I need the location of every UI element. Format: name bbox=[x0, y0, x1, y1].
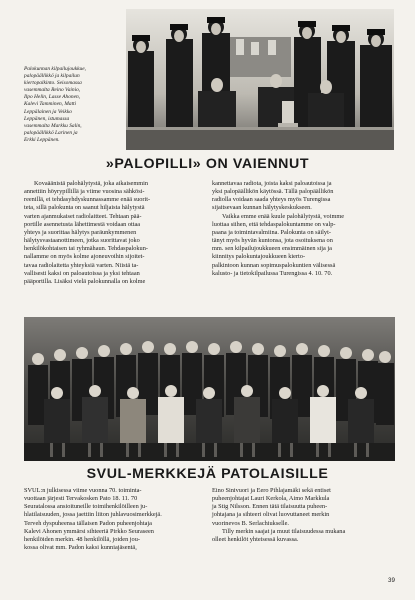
article-column bbox=[212, 487, 394, 544]
text-line: Eino Sinivuori ja Eero Pihlajamäki sekä entiset bbox=[212, 487, 331, 494]
text-line: mm. sen kilpailujoukkueen ensimmäinen sija ja bbox=[212, 245, 332, 253]
text-line: kiinnitys palokuntajoukkueen kierto- bbox=[212, 253, 306, 261]
caption-line: palopäällikkö ja kilpailun bbox=[24, 73, 80, 80]
text-line: portille asennetusta lähettimestä voidaan ottaa bbox=[24, 220, 141, 228]
article-column bbox=[212, 180, 394, 278]
text-line: Terveh dyspuheensa tällaisen Padon puheenjohtaja bbox=[24, 519, 152, 527]
text-line: henkilöiden merkin. 48 henkilöllä, joiden jou- bbox=[24, 535, 140, 543]
text-line: vuottaan järjesti Tervakosken Pato 18. 11. 70 bbox=[24, 495, 138, 503]
caption-line: Palokunnan kilpailujoukkue, bbox=[24, 66, 86, 72]
text-line: yhteys ja suorittaa hälytys paräunkymmenen bbox=[24, 228, 137, 236]
article-headline: SVUL-MERKKEJÄ PATOLAISILLE bbox=[86, 466, 329, 482]
text-line: Kalevi Ahonen ymmärsi sihteeriä Pirkko Seuraseen bbox=[24, 527, 154, 535]
text-line: yksi palopäällikön käytössä. Tällä palopäällikön bbox=[212, 188, 334, 196]
caption-line: Leppänen, istumassa bbox=[24, 115, 70, 122]
caption-line: kiertopalkinto. Seisomassa bbox=[24, 80, 82, 87]
text-line: teta, sillä palokunta on saanut hiljaista hälytystä bbox=[24, 204, 145, 212]
fire-brigade-team-photo bbox=[126, 9, 394, 150]
text-line: SVUL:n julkisessa viime vuonna 70. toiminta- bbox=[24, 487, 142, 494]
text-line: nallamme on myös kolme ajoneuvoihin sijoitet- bbox=[24, 253, 145, 261]
text-line: tänyt myös hyvän kuntonsa, jota osoituksena on bbox=[212, 237, 333, 245]
text-line: kalusto- ja tietokilpailussa Turengissa 4. 10. 70. bbox=[212, 269, 333, 277]
text-line: hälytysvastaanottimeen, jotka suorittavat joko bbox=[24, 237, 140, 245]
text-line: Kovaäänistä palohälytystä, joka aikaisemmin bbox=[34, 180, 149, 187]
caption-line: Erkki Leppänen. bbox=[24, 136, 60, 143]
text-line: reenillä, ei tehdasyhdyskunnassamme enää suorit- bbox=[24, 196, 151, 204]
article-column bbox=[24, 180, 200, 286]
text-line: vallisesti kaksi on paloautoissa ja yksi tehtaan bbox=[24, 269, 140, 277]
text-line: kannettavaa radiota, joista kaksi paloautoissa ja bbox=[212, 180, 332, 187]
text-line: kossa olivat mm. Padon kaksi kunniajäsentä, bbox=[24, 544, 137, 552]
caption-line: Leppälainen ja Veikko bbox=[24, 108, 72, 115]
photo-caption bbox=[24, 66, 126, 144]
text-line: sijaitsevaan kunnan hälytyskeskukseen. bbox=[212, 204, 312, 212]
svul-group-photo bbox=[24, 317, 395, 461]
caption-line: palopäällikkö Larinen ja bbox=[24, 129, 78, 136]
text-line: Seuratalossa ansioituneille toimihenkilöilleen ju- bbox=[24, 503, 148, 511]
text-line: johtajana ja sihteeri olivat luovuttaneet merkin bbox=[212, 511, 330, 519]
caption-line: Kalevi Tamminen, Matti bbox=[24, 101, 77, 108]
text-line: palkintoon kunnan sopimuspalokuntien välisessä bbox=[212, 261, 336, 269]
text-line: Vaikka emme enää kuule palohälytystä, voimme bbox=[222, 212, 345, 220]
article-headline: »PALOPILLI» ON VAIENNUT bbox=[105, 156, 310, 172]
text-line: varten ajanmukaiset radiolaitteet. Tehtaan pää- bbox=[24, 212, 142, 220]
text-line: henkilökohtaisen tai ryhmähaun. Tehdaspalokun- bbox=[24, 245, 148, 253]
text-line: radiolla voidaan saada yhteys myös Turengissa bbox=[212, 196, 331, 204]
page-number: 39 bbox=[388, 577, 395, 584]
caption-line: Ilpo Helin, Lasse Ahonen, bbox=[24, 94, 81, 101]
text-line: paana ja toimintavalmiina. Palokunta on säilyt- bbox=[212, 228, 331, 236]
caption-line: vasemmalta Markku Salin, bbox=[24, 122, 82, 129]
text-line: Tilly merkin saajat ja muut tilaisuudessa mukana bbox=[222, 527, 346, 535]
text-line: ja Stig Nilsson. Ennen tätä tilaisuutta puheen- bbox=[212, 503, 328, 511]
text-line: luottaa siihen, että tehdaspalokuntamme on valp- bbox=[212, 220, 336, 228]
text-line: annettiin höyrypillillä ja viime vuosina sähkösi- bbox=[24, 188, 145, 196]
text-line: tavaa radiolaitetta yhteyksiä varten. Niistä ta- bbox=[24, 261, 139, 269]
text-line: puheenjohtajat Lauri Kerkola, Aimo Markkula bbox=[212, 495, 330, 503]
article-column bbox=[24, 487, 200, 552]
text-line: hlatilaisuuden, jossa jaettiin liiton juhlavuosimerkkejä. bbox=[24, 511, 162, 519]
text-line: pääportilla. Lisäksi vielä palokunnalla on kolme bbox=[24, 277, 146, 285]
caption-line: vasemmalta Reino Vainio, bbox=[24, 87, 81, 94]
text-line: olleet henkilöt yhteisessä kuvassa. bbox=[212, 535, 299, 543]
text-line: vuorinevos B. Serlachiukselle. bbox=[212, 519, 289, 527]
